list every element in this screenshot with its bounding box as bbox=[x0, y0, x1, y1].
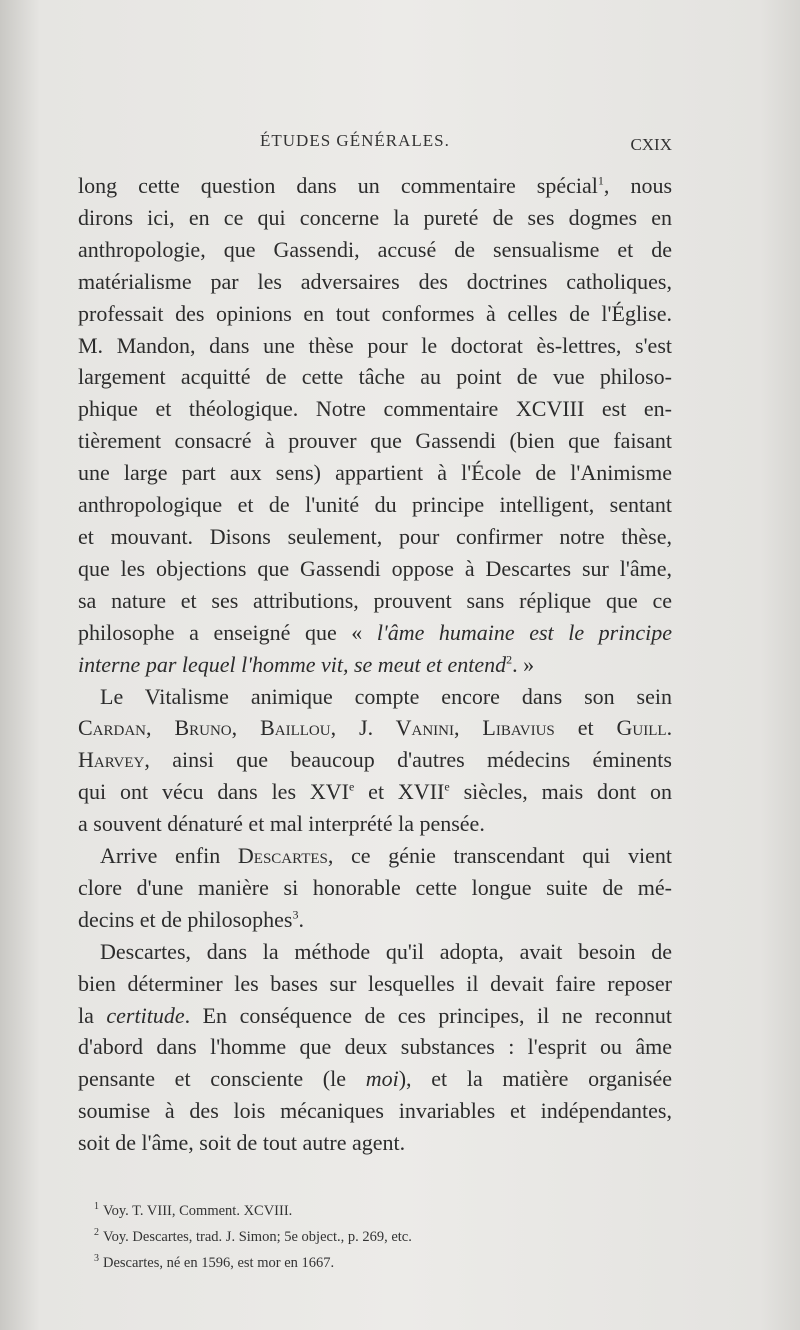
body-text bbox=[78, 170, 672, 1159]
person-name: Cardan bbox=[78, 715, 147, 741]
person-name: J. Vanini bbox=[359, 715, 454, 741]
text-line: phique et théologique. Notre commentaire XCVIII est en- bbox=[78, 396, 672, 422]
text-line: largement acquitté de cette tâche au point de vue philoso- bbox=[78, 364, 672, 390]
text-line: bien déterminer les bases sur lesquelles il devait faire reposer bbox=[78, 970, 672, 996]
text-line: la certitude. En conséquence de ces principes, il ne reconnut bbox=[78, 1002, 672, 1028]
text-line: tièrement consacré à prouver que Gassendi (bien que faisant bbox=[78, 428, 672, 454]
footnote: $^1$ Voy. T. VIII, Comment. XCVIII. bbox=[94, 1201, 293, 1219]
text-line: Harvey, ainsi que beaucoup d'autres médecins éminents bbox=[78, 747, 672, 773]
text-line: professait des opinions en tout conformes à celles de l'Église. bbox=[78, 300, 672, 326]
person-name: Libavius bbox=[482, 715, 555, 741]
page-number: CXIX bbox=[630, 135, 672, 154]
text-line: pensante et consciente (le moi), et la matière organisée bbox=[78, 1066, 672, 1092]
footnotes bbox=[94, 1196, 614, 1273]
text-line: qui ont vécu dans les XVIe et XVIIe siècles, mais dont on bbox=[78, 779, 672, 805]
text-line: Descartes, dans la méthode qu'il adopta, avait besoin de bbox=[100, 938, 672, 964]
text-line: soumise à des lois mécaniques invariables et indépendantes, bbox=[78, 1098, 672, 1124]
text-line: sa nature et ses attributions, prouvent sans réplique que ce bbox=[78, 587, 672, 613]
text-line: long cette question dans un commentaire spécial$^1$, nous bbox=[78, 173, 673, 198]
text-line: dirons ici, en ce qui concerne la pureté de ses dogmes en bbox=[78, 204, 672, 230]
italic-term: moi bbox=[365, 1066, 399, 1092]
text-line: matérialisme par les adversaires des doctrines catholiques, bbox=[78, 268, 672, 294]
text-line: que les objections que Gassendi oppose à Descartes sur l'âme, bbox=[78, 555, 672, 581]
footnote-ref: 2 bbox=[506, 652, 513, 667]
running-title: ÉTUDES GÉNÉRALES. bbox=[260, 131, 450, 150]
text-line: interne par lequel l'homme vit, se meut et entend$^2$. » bbox=[78, 651, 535, 677]
text-line: d'abord dans l'homme que deux substances : l'esprit ou âme bbox=[78, 1034, 672, 1060]
person-name: Descartes bbox=[237, 843, 328, 869]
person-name: Guill. bbox=[616, 715, 673, 741]
text-line: M. Mandon, dans une thèse pour le doctorat ès-lettres, s'est bbox=[78, 332, 672, 358]
italic-quote: interne par lequel l'homme vit, se meut et entend bbox=[78, 651, 507, 677]
text-line: anthropologique et de l'unité du principe intelligent, sentant bbox=[78, 492, 672, 518]
text-line: Cardan, Bruno, Baillou, J. Vanini, Libavius et Guill. bbox=[78, 715, 673, 741]
text-line: philosophe a enseigné que « l'âme humaine est le principe bbox=[78, 619, 672, 645]
text-line: et mouvant. Disons seulement, pour confirmer notre thèse, bbox=[78, 523, 672, 549]
text-line: anthropologie, que Gassendi, accusé de sensualisme et de bbox=[78, 236, 672, 262]
text-line: soit de l'âme, soit de tout autre agent. bbox=[78, 1130, 406, 1156]
footnote-ref: 3 bbox=[292, 907, 299, 922]
text-line: Arrive enfin Descartes, ce génie transcendant qui vient bbox=[100, 843, 672, 869]
person-name: Bruno bbox=[174, 715, 232, 741]
text-line: Le Vitalisme animique compte encore dans son sein bbox=[100, 683, 672, 709]
text-line: clore d'une manière si honorable cette longue suite de mé- bbox=[78, 874, 672, 900]
footnote-ref: 1 bbox=[597, 173, 604, 188]
person-name: Baillou bbox=[260, 715, 331, 741]
footnote: $^2$ Voy. Descartes, trad. J. Simon; 5e object., p. 269, etc. bbox=[94, 1226, 412, 1245]
person-name: Harvey bbox=[78, 747, 145, 773]
text-line: a souvent dénaturé et mal interprété la pensée. bbox=[78, 811, 485, 837]
page-header bbox=[90, 131, 672, 157]
text-line: decins et de philosophes$^3$. bbox=[78, 906, 304, 932]
text-line: une large part aux sens) appartient à l'École de l'Animisme bbox=[78, 460, 672, 486]
footnote: $^3$ Descartes, né en 1596, est mor en 1667. bbox=[94, 1252, 335, 1271]
italic-term: certitude bbox=[106, 1002, 185, 1028]
italic-quote: l'âme humaine est le principe bbox=[376, 619, 672, 645]
